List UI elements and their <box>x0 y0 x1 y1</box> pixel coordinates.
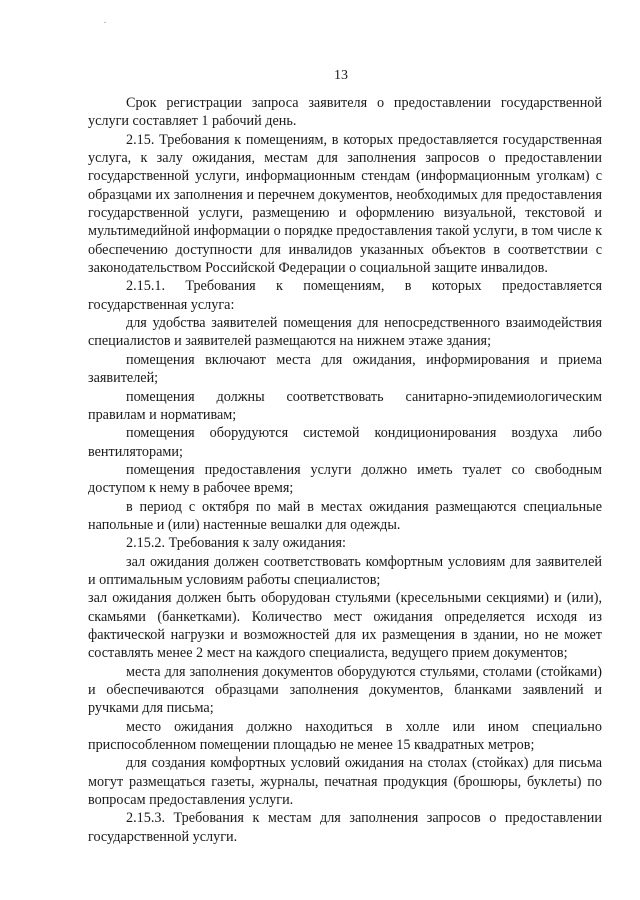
corner-mark: . <box>104 16 106 25</box>
paragraph-2-15-1: 2.15.1. Требования к помещениям, в которых предоставляется государственная услуга: <box>88 278 602 313</box>
paragraph-waiting-hall-seats: зал ожидания должен быть оборудован стульями (кресельными секциями) и (или), скамьями (банкетками). Количество мест ожидания определяется исходя из фактической нагрузки и возможностей для их размещения в здании, но не может составлять менее 2 мест на каждого специалиста, ведущего прием документов; <box>88 590 602 662</box>
paragraph-waiting-hall-comfort: зал ожидания должен соответствовать комфортным условиям для заявителей и оптимальным условиям работы специалистов; <box>88 553 602 588</box>
paragraph-form-filling-places: места для заполнения документов оборудуются стульями, столами (стойками) и обеспечиваются образцами заполнения документов, бланками заявлений и ручками для письма; <box>88 663 602 717</box>
paragraph-hangers: в период с октября по май в местах ожидания размещаются специальные напольные и (или) настенные вешалки для одежды. <box>88 498 602 533</box>
paragraph-printed-materials: для создания комфортных условий ожидания на столах (стойках) для письма могут размещаться газеты, журналы, печатная продукция (брошюры, буклеты) по вопросам предоставления услуги. <box>88 755 602 809</box>
paragraph-toilet: помещения предоставления услуги должно иметь туалет со свободным доступом к нему в рабочее время; <box>88 461 602 497</box>
paragraph-waiting-places: помещения включают места для ожидания, информирования и приема заявителей; <box>88 351 602 387</box>
paragraph-air-conditioning: помещения оборудуются системой кондиционирования воздуха либо вентиляторами; <box>88 425 602 460</box>
document-body <box>88 94 602 846</box>
paragraph-ground-floor: для удобства заявителей помещения для непосредственного взаимодействия специалистов и заявителей размещаются на нижнем этаже здания; <box>88 315 602 350</box>
paragraph-2-15-3: 2.15.3. Требования к местам для заполнения запросов о предоставлении государственной услуги. <box>88 810 602 845</box>
paragraph-sanitary-rules: помещения должны соответствовать санитарно-эпидемиологическим правилам и нормативам; <box>88 388 602 423</box>
paragraph-2-15-2: 2.15.2. Требования к залу ожидания: <box>126 535 346 552</box>
paragraph-registration-term: Срок регистрации запроса заявителя о предоставлении государственной услуги составляет 1 рабочий день. <box>88 95 602 130</box>
page-number: 13 <box>334 68 348 83</box>
paragraph-waiting-area-size: место ожидания должно находиться в холле или ином специально приспособленном помещении площадью не менее 15 квадратных метров; <box>88 718 602 754</box>
paragraph-2-15: 2.15. Требования к помещениям, в которых предоставляется государственная услуга, к залу ожидания, местам для заполнения запросов о предоставлении государственной услуги, информационным стендам (информационным уголкам) с образцами их заполнения и перечнем документов, необходимых для предоставления государственной услуги, размещению и оформлению визуальной, текстовой и мультимедийной информации о порядке предоставления такой услуги, в том числе к обеспечению доступности для инвалидов указанных объектов в соответствии с законодательством Российской Федерации о социальной защите инвалидов. <box>88 131 602 277</box>
